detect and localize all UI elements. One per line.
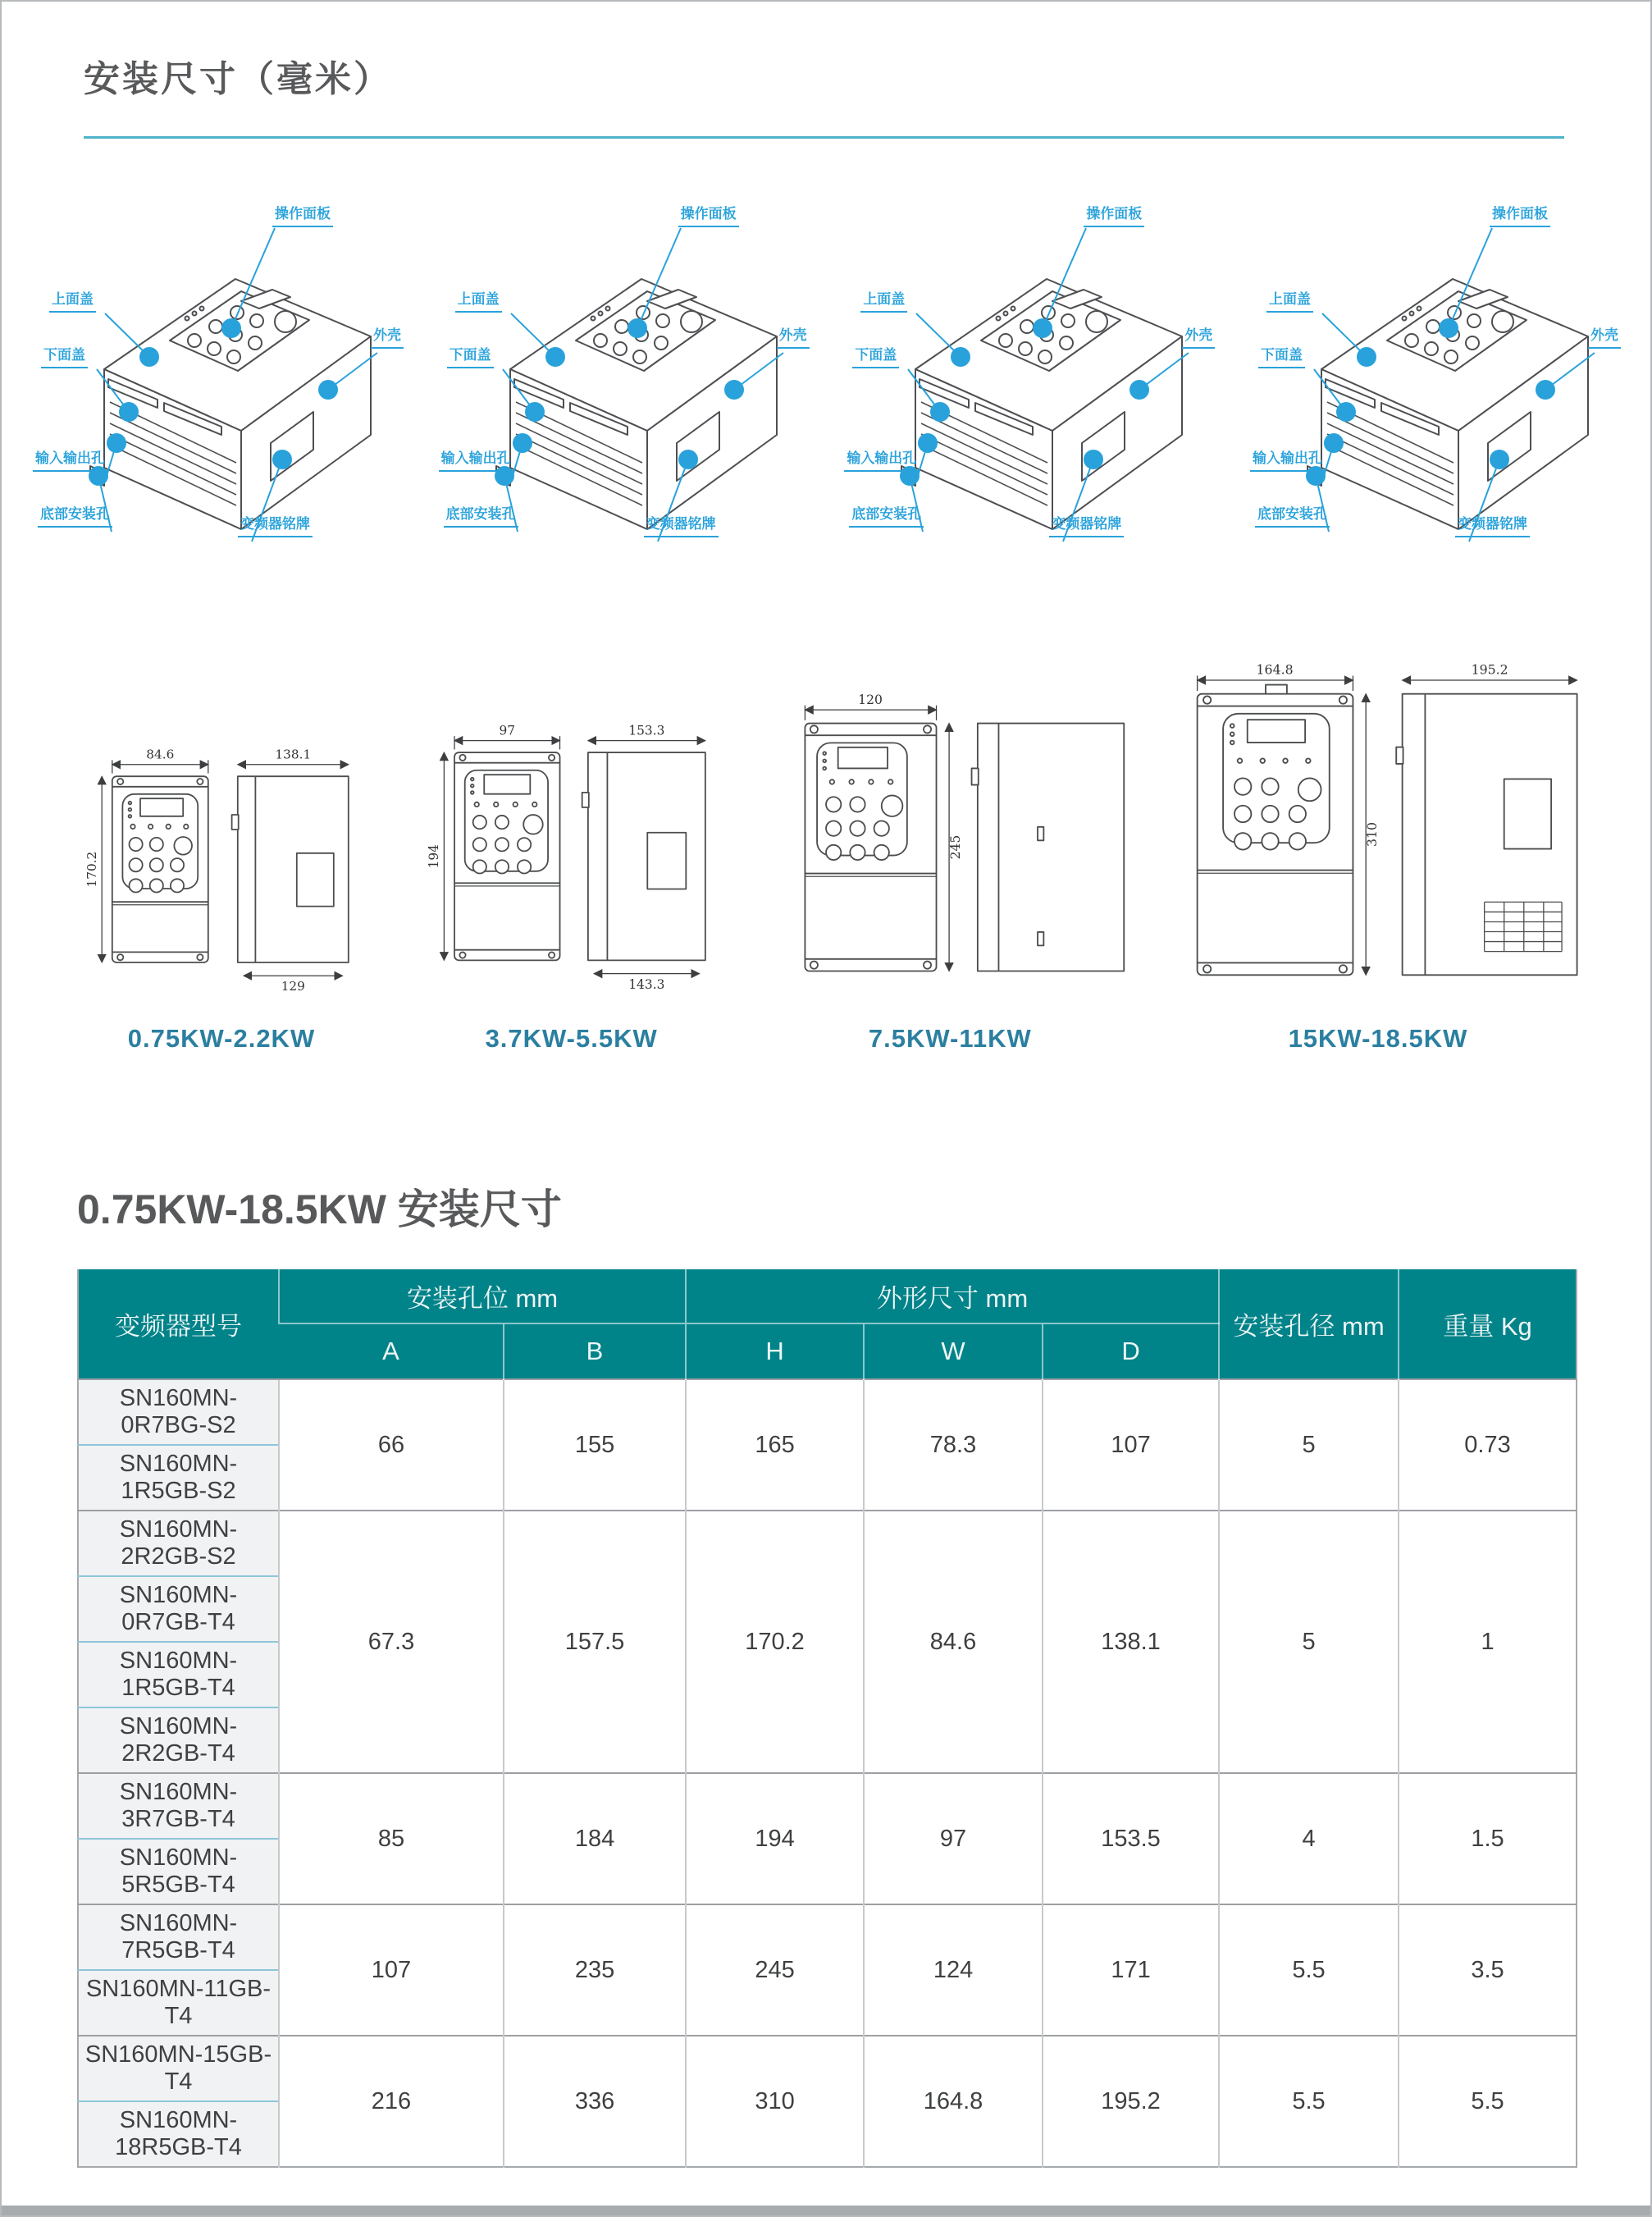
- model-cell: SN160MN-2R2GB-S2: [78, 1511, 279, 1576]
- value-B: 184: [504, 1773, 686, 1904]
- callout-bottom-cover: 下面盖: [852, 348, 899, 368]
- model-cell: SN160MN-5R5GB-T4: [78, 1839, 279, 1904]
- page-title: 安装尺寸（毫米）: [84, 59, 392, 99]
- value-weight: 0.73: [1399, 1379, 1577, 1511]
- model-cell: SN160MN-0R7GB-T4: [78, 1576, 279, 1642]
- callout-shell: 外壳: [371, 328, 404, 349]
- callout-nameplate: 变频器铭牌: [1455, 517, 1530, 537]
- dim-side-depth: 138.1: [275, 747, 312, 762]
- dim-front-height: 170.2: [84, 851, 99, 888]
- table-row: [78, 2036, 1577, 2101]
- value-W: 124: [864, 1904, 1043, 2036]
- value-H: 165: [686, 1379, 864, 1511]
- callout-mount-holes: 底部安装孔: [38, 507, 112, 528]
- dim-front-width: 97: [499, 722, 515, 738]
- callout-top-cover: 上面盖: [860, 292, 907, 313]
- callout-operation-panel: 操作面板: [272, 207, 333, 227]
- callout-io-holes: 输入输出孔: [33, 451, 107, 472]
- dim-front-height: 310: [1364, 821, 1380, 848]
- dim-group-4: [1173, 650, 1583, 1054]
- section-title: 0.75KW-18.5KW 安装尺寸: [77, 1186, 562, 1232]
- value-weight: 1.5: [1399, 1773, 1577, 1904]
- dim-drawing-2: [416, 714, 728, 999]
- col-header-W: W: [864, 1323, 1043, 1379]
- value-A: 107: [279, 1904, 504, 2036]
- table-row: [78, 1379, 1577, 1445]
- callout-io-holes: 输入输出孔: [1250, 451, 1325, 472]
- callout-mount-holes: 底部安装孔: [444, 507, 518, 528]
- value-D: 171: [1043, 1904, 1219, 2036]
- value-weight: 1: [1399, 1511, 1577, 1773]
- callout-operation-panel: 操作面板: [1084, 207, 1144, 227]
- value-weight: 3.5: [1399, 1904, 1577, 2036]
- title-underline: [84, 136, 1564, 139]
- model-cell: SN160MN-7R5GB-T4: [78, 1904, 279, 1970]
- dimensions-table: [77, 1269, 1577, 2168]
- dim-group-2: [416, 714, 728, 1054]
- value-A: 85: [279, 1773, 504, 1904]
- value-B: 235: [504, 1904, 686, 2036]
- value-H: 245: [686, 1904, 864, 2036]
- col-header-B: B: [504, 1323, 686, 1379]
- callout-mount-holes: 底部安装孔: [1255, 507, 1330, 528]
- col-header-model: 变频器型号: [78, 1269, 279, 1379]
- callout-operation-panel: 操作面板: [1490, 207, 1550, 227]
- value-weight: 5.5: [1399, 2036, 1577, 2167]
- value-D: 107: [1043, 1379, 1219, 1511]
- value-A: 66: [279, 1379, 504, 1511]
- table-row: [78, 1773, 1577, 1839]
- value-W: 97: [864, 1773, 1043, 1904]
- dim-drawing-3: [774, 684, 1126, 999]
- value-B: 336: [504, 2036, 686, 2167]
- value-hole: 5.5: [1219, 2036, 1399, 2167]
- callout-bottom-cover: 下面盖: [447, 348, 494, 368]
- callout-top-cover: 上面盖: [49, 292, 96, 313]
- model-cell: SN160MN-18R5GB-T4: [78, 2101, 279, 2167]
- col-group-mount-holes: 安装孔位 mm: [279, 1269, 686, 1323]
- callout-shell: 外壳: [1182, 328, 1215, 349]
- callout-bottom-cover: 下面盖: [1258, 348, 1305, 368]
- col-header-H: H: [686, 1323, 864, 1379]
- model-cell: SN160MN-1R5GB-T4: [78, 1642, 279, 1707]
- col-group-outline-dims: 外形尺寸 mm: [686, 1269, 1219, 1323]
- value-hole: 5.5: [1219, 1904, 1399, 2036]
- iso-figure-4: [1244, 197, 1629, 583]
- dim-drawing-4: [1173, 650, 1583, 999]
- value-H: 194: [686, 1773, 864, 1904]
- col-header-hole-dia: 安装孔径 mm: [1219, 1269, 1399, 1379]
- col-header-D: D: [1043, 1323, 1219, 1379]
- dim-side-bottom: 143.3: [628, 976, 665, 992]
- model-cell: SN160MN-2R2GB-T4: [78, 1707, 279, 1773]
- value-hole: 5: [1219, 1511, 1399, 1773]
- dim-group-3: [774, 684, 1126, 1054]
- model-cell: SN160MN-0R7BG-S2: [78, 1379, 279, 1445]
- table-row: [78, 1904, 1577, 1970]
- iso-figure-2: [432, 197, 818, 583]
- col-header-A: A: [279, 1323, 504, 1379]
- callout-shell: 外壳: [777, 328, 810, 349]
- range-label: 7.5KW-11KW: [868, 1023, 1032, 1053]
- callout-nameplate: 变频器铭牌: [238, 517, 313, 537]
- model-cell: SN160MN-1R5GB-S2: [78, 1445, 279, 1511]
- range-label: 3.7KW-5.5KW: [485, 1023, 658, 1053]
- dim-side-bottom: 129: [281, 979, 305, 994]
- value-D: 195.2: [1043, 2036, 1219, 2167]
- callout-mount-holes: 底部安装孔: [849, 507, 924, 528]
- callout-io-holes: 输入输出孔: [439, 451, 513, 472]
- callout-bottom-cover: 下面盖: [41, 348, 88, 368]
- value-W: 84.6: [864, 1511, 1043, 1773]
- value-H: 170.2: [686, 1511, 864, 1773]
- dim-drawing-1: [74, 741, 369, 999]
- value-hole: 5: [1219, 1379, 1399, 1511]
- col-header-weight: 重量 Kg: [1399, 1269, 1577, 1379]
- model-cell: SN160MN-11GB-T4: [78, 1970, 279, 2036]
- callout-top-cover: 上面盖: [455, 292, 502, 313]
- dim-group-1: [74, 741, 369, 1054]
- dim-front-width: 164.8: [1256, 661, 1294, 678]
- value-B: 155: [504, 1379, 686, 1511]
- callout-shell: 外壳: [1588, 328, 1621, 349]
- callout-nameplate: 变频器铭牌: [644, 517, 719, 537]
- value-H: 310: [686, 2036, 864, 2167]
- iso-figures-row: [26, 197, 1629, 591]
- value-A: 67.3: [279, 1511, 504, 1773]
- dim-front-height: 194: [426, 843, 441, 868]
- iso-figure-3: [837, 197, 1223, 583]
- value-W: 78.3: [864, 1379, 1043, 1511]
- value-W: 164.8: [864, 2036, 1043, 2167]
- dim-side-depth: 195.2: [1471, 661, 1508, 678]
- dim-front-width: 84.6: [146, 747, 175, 762]
- range-label: 15KW-18.5KW: [1288, 1023, 1468, 1053]
- iso-figure-1: [26, 197, 412, 583]
- callout-nameplate: 变频器铭牌: [1049, 517, 1124, 537]
- dim-front-width: 120: [858, 692, 883, 707]
- range-label: 0.75KW-2.2KW: [127, 1023, 316, 1053]
- value-D: 138.1: [1043, 1511, 1219, 1773]
- callout-io-holes: 输入输出孔: [844, 451, 919, 472]
- value-hole: 4: [1219, 1773, 1399, 1904]
- model-cell: SN160MN-15GB-T4: [78, 2036, 279, 2101]
- value-B: 157.5: [504, 1511, 686, 1773]
- model-cell: SN160MN-3R7GB-T4: [78, 1773, 279, 1839]
- table-row: [78, 1511, 1577, 1576]
- dimension-drawings-row: [74, 650, 1583, 1054]
- dim-front-height: 245: [948, 834, 964, 860]
- dim-side-depth: 153.3: [628, 722, 665, 738]
- callout-top-cover: 上面盖: [1266, 292, 1313, 313]
- value-D: 153.5: [1043, 1773, 1219, 1904]
- value-A: 216: [279, 2036, 504, 2167]
- callout-operation-panel: 操作面板: [678, 207, 739, 227]
- page-bottom-edge: [2, 2206, 1650, 2215]
